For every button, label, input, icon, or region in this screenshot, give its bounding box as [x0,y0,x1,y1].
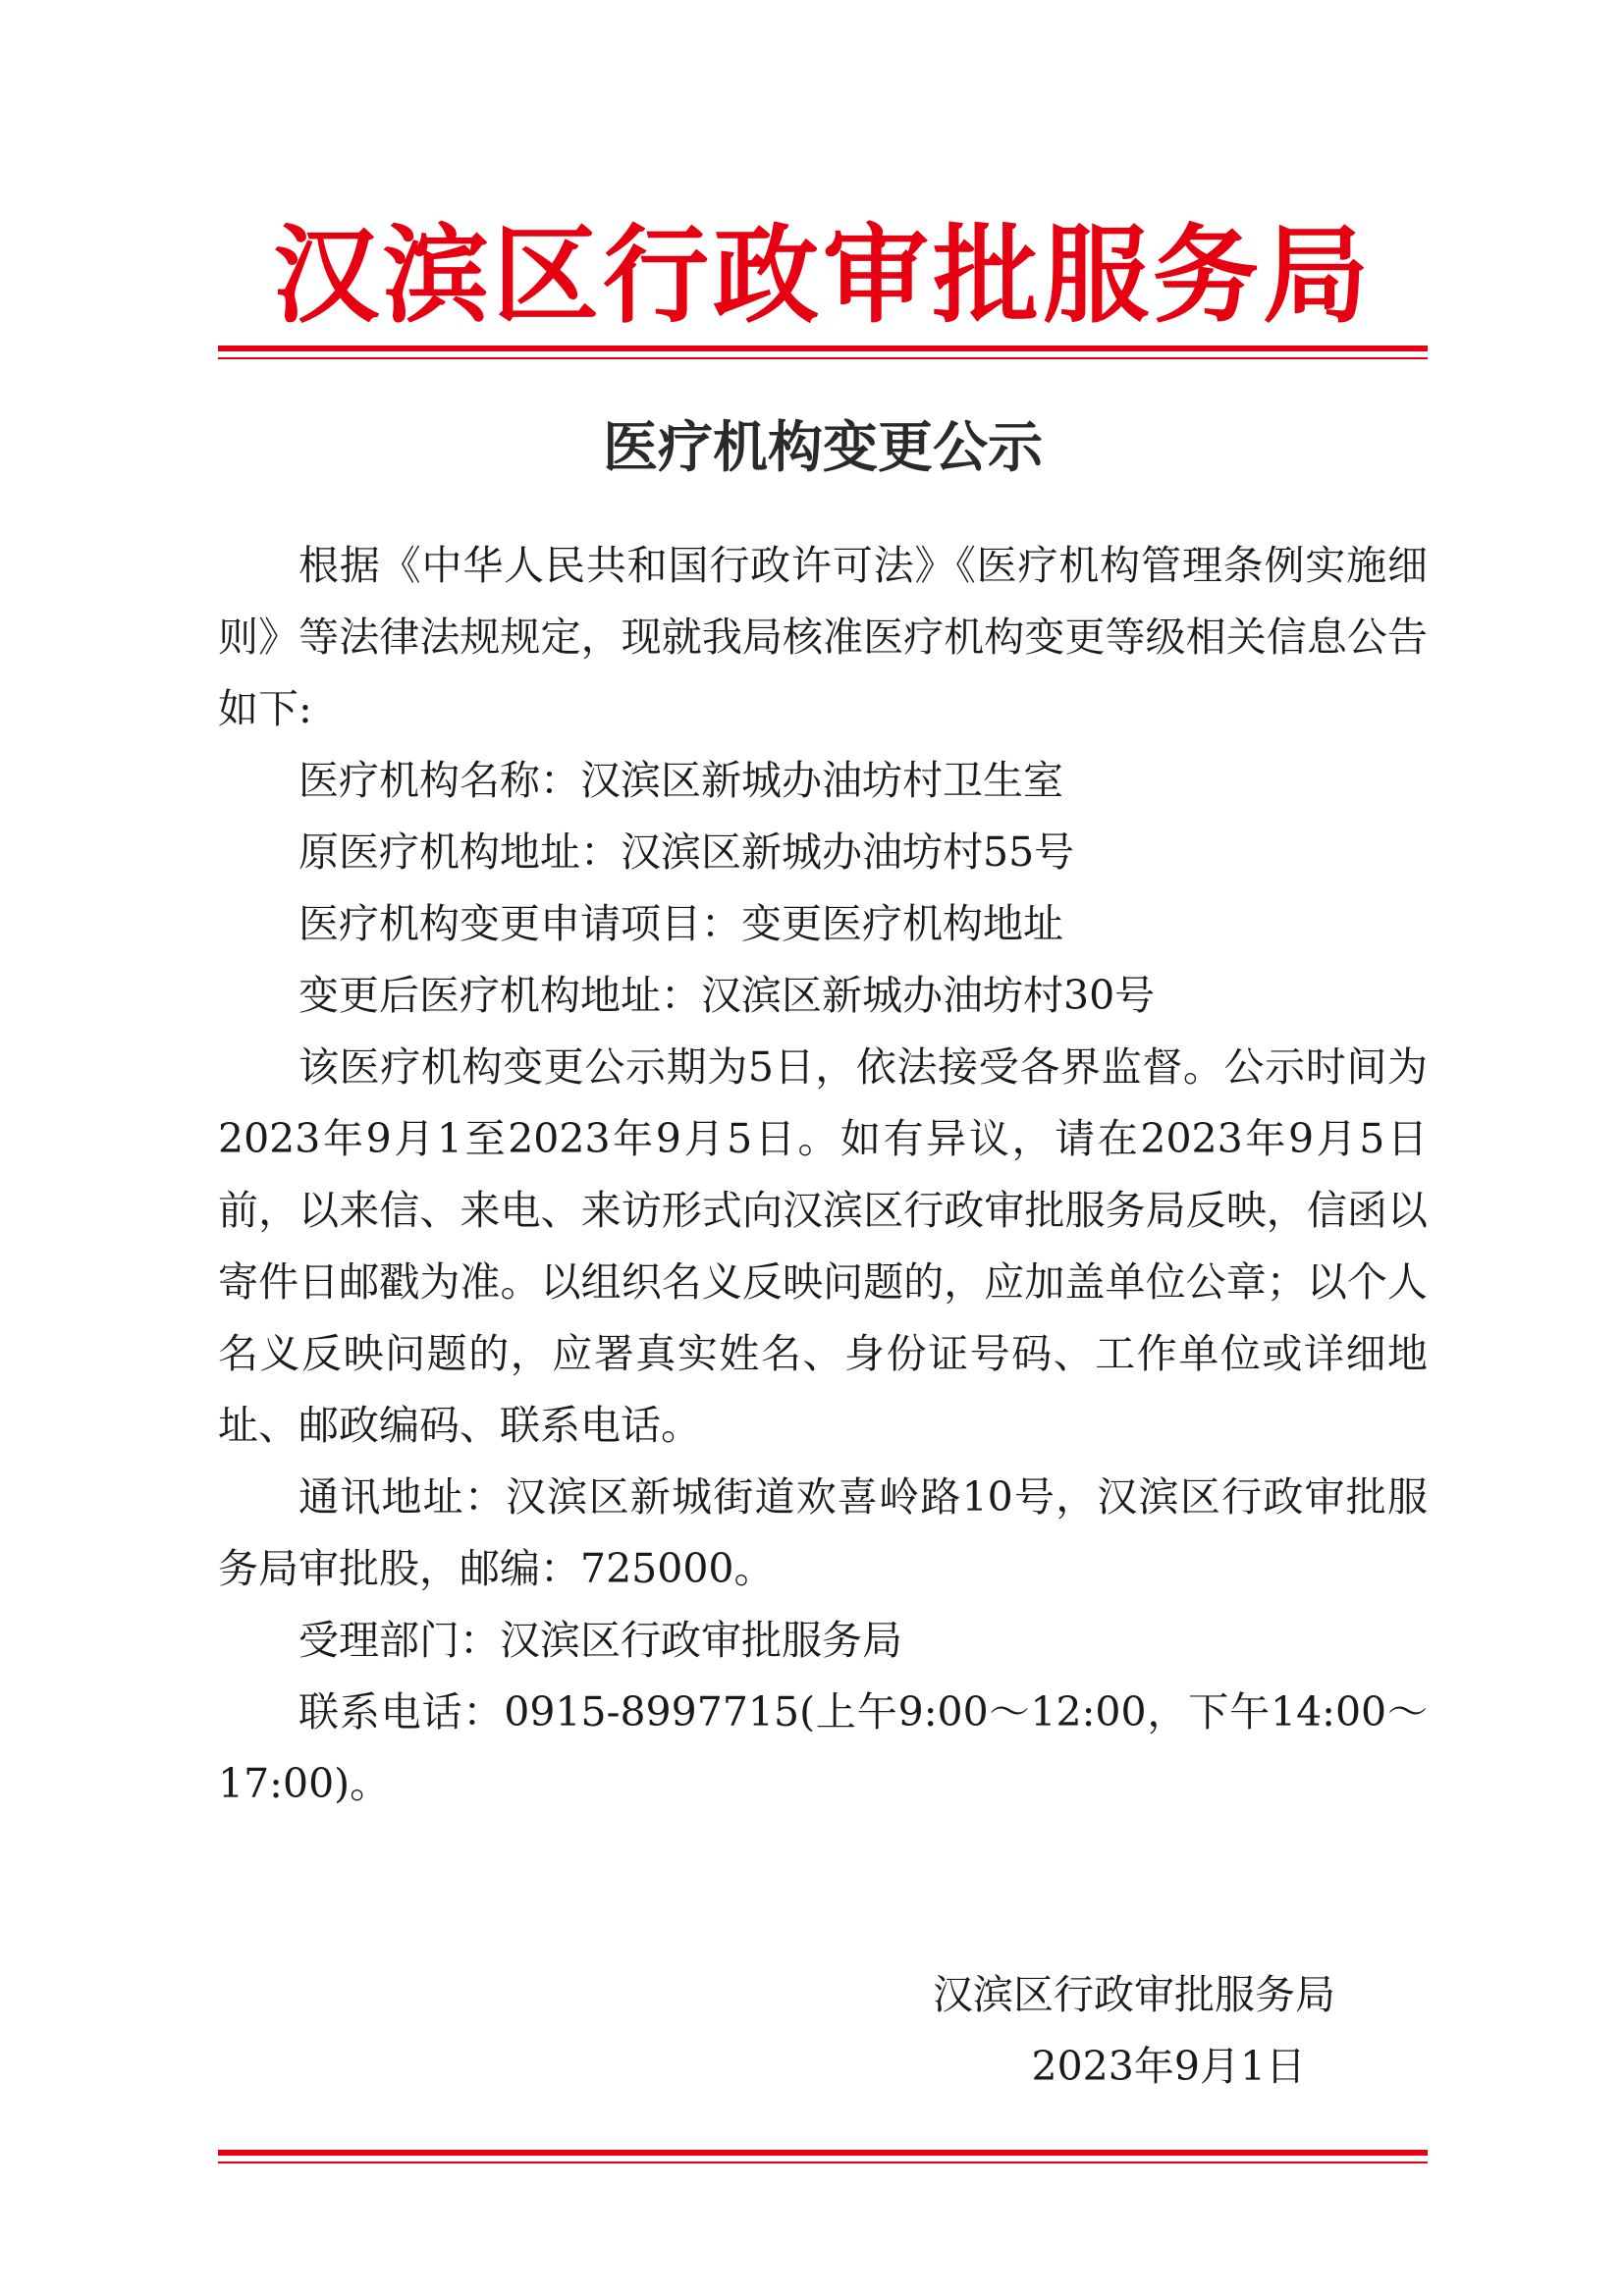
institution-name-line: 医疗机构名称：汉滨区新城办油坊村卫生室 [298,757,1063,804]
signature-block [825,1959,1335,2103]
header-rule-thin [218,357,1428,359]
change-item-line: 医疗机构变更申请项目：变更医疗机构地址 [298,900,1063,947]
document-title: 医疗机构变更公示 [603,415,1043,480]
header-rule-thick [218,346,1428,351]
department-line: 受理部门：汉滨区行政审批服务局 [298,1617,902,1664]
footer-rule-thick [218,2150,1428,2156]
signature-org: 汉滨区行政审批服务局 [933,1971,1335,2018]
signature-date: 2023年9月1日 [1031,2043,1306,2090]
original-address-line: 原医疗机构地址：汉滨区新城办油坊村55号 [298,828,1075,876]
notice-body [218,530,1428,1820]
mailing-address-paragraph: 通讯地址：汉滨区新城街道欢喜岭路10号，汉滨区行政审批服务局审批股，邮编：725000。 [218,1473,1428,1592]
new-address-line: 变更后医疗机构地址：汉滨区新城办油坊村30号 [298,972,1156,1019]
notice-period-paragraph: 该医疗机构变更公示期为5日，依法接受各界监督。公示时间为2023年9月1至2023年9月5日。如有异议，请在2023年9月5日前，以来信、来电、来访形式向汉滨区行政审批服务局反映，信函以寄件日邮戳为准。以组织名义反映问题的，应加盖单位公章；以个人名义反映问题的，应署真实姓名、身份证号码、工作单位或详细地址、邮政编码、联系电话。 [218,1043,1428,1449]
intro-paragraph: 根据《中华人民共和国行政许可法》《医疗机构管理条例实施细则》等法律法规规定，现就我局核准医疗机构变更等级相关信息公告如下: [218,542,1428,732]
footer-rule-thin [218,2162,1428,2163]
phone-paragraph: 联系电话：0915-8997715(上午9:00～12:00，下午14:00～17:00)。 [218,1688,1428,1807]
letterhead-org-name: 汉滨区行政审批服务局 [272,215,1373,338]
